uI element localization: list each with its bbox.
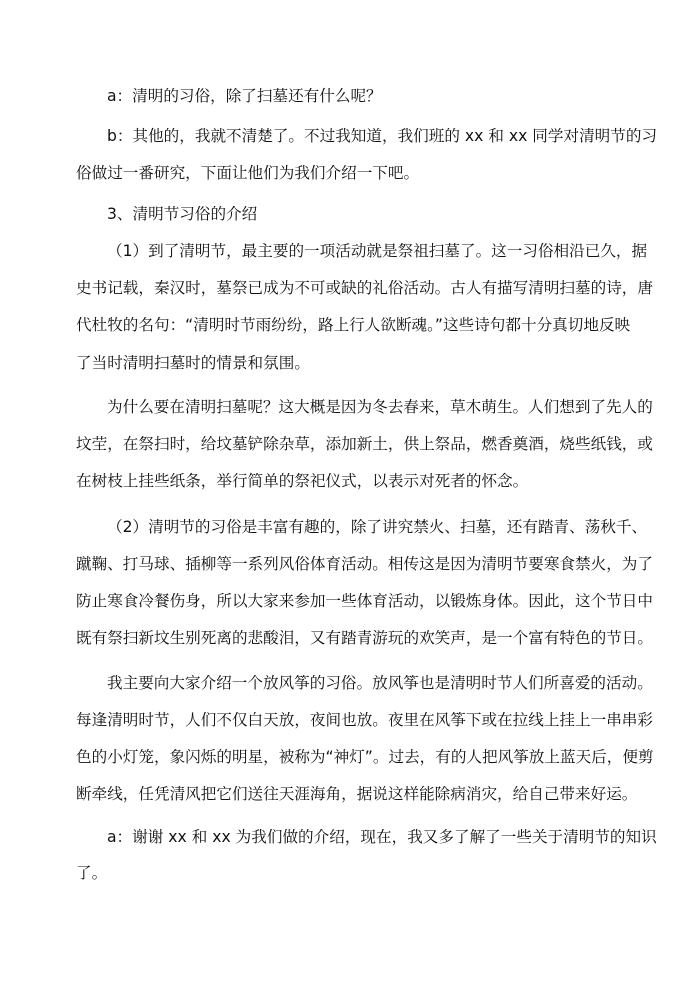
paragraph-4-line-2: 每逢清明时节，人们不仅白天放，夜间也放。夜里在风筝下或在拉线上挂上一串串彩 <box>76 711 653 729</box>
paragraph-1-line-2: 史书记载，秦汉时，墓祭已成为不可或缺的礼俗活动。古人有描写清明扫墓的诗，唐 <box>76 279 653 297</box>
paragraph-3-line-3: 防止寒食冷餐伤身，所以大家来参加一些体育活动，以锻炼身体。因此，这个节日中 <box>76 592 653 610</box>
paragraph-4-line-3: 色的小灯笼，象闪烁的明星，被称为“神灯”。过去，有的人把风筝放上蓝天后，便剪 <box>76 748 654 766</box>
paragraph-2-line-2: 坟茔，在祭扫时，给坟墓铲除杂草，添加新土，供上祭品，燃香奠酒，烧些纸钱，或 <box>76 435 653 453</box>
dialogue-line-a-thanks-2: 了。 <box>76 864 108 882</box>
paragraph-1-line-1: （1）到了清明节，最主要的一项活动就是祭祖扫墓了。这一习俗相沿已久，据 <box>107 242 648 260</box>
paragraph-4-line-1: 我主要向大家介绍一个放风筝的习俗。放风筝也是清明时节人们所喜爱的活动。 <box>107 674 653 692</box>
paragraph-3-line-2: 蹴鞠、打马球、插柳等一系列风俗体育活动。相传这是因为清明节要寒食禁火，为了 <box>76 555 653 573</box>
paragraph-1-line-3: 代杜牧的名句：“清明时节雨纷纷，路上行人欲断魂。”这些诗句都十分真切地反映 <box>76 316 631 334</box>
paragraph-2-line-3: 在树枝上挂些纸条，举行简单的祭祀仪式，以表示对死者的怀念。 <box>76 472 529 490</box>
section-heading: 3、清明节习俗的介绍 <box>107 205 258 223</box>
paragraph-2-line-1: 为什么要在清明扫墓呢？这大概是因为冬去春来，草木萌生。人们想到了先人的 <box>107 398 653 416</box>
dialogue-line-b-answer-1: b：其他的，我就不清楚了。不过我知道，我们班的 xx 和 xx 同学对清明节的习 <box>107 127 658 145</box>
paragraph-4-line-4: 断牵线，任凭清风把它们送往天涯海角，据说这样能除病消灾，给自己带来好运。 <box>76 785 638 803</box>
paragraph-3-line-4: 既有祭扫新坟生别死离的悲酸泪，又有踏青游玩的欢笑声，是一个富有特色的节日。 <box>76 629 653 647</box>
dialogue-line-a-thanks-1: a：谢谢 xx 和 xx 为我们做的介绍，现在，我又多了解了一些关于清明节的知识 <box>107 828 657 846</box>
dialogue-line-a-question: a：清明的习俗，除了扫墓还有什么呢？ <box>107 87 382 105</box>
paragraph-3-line-1: （2）清明节的习俗是丰富有趣的，除了讲究禁火、扫墓，还有踏青、荡秋千、 <box>107 518 648 536</box>
paragraph-1-line-4: 了当时清明扫墓时的情景和氛围。 <box>76 354 310 372</box>
dialogue-line-b-answer-2: 俗做过一番研究，下面让他们为我们介绍一下吧。 <box>76 164 420 182</box>
